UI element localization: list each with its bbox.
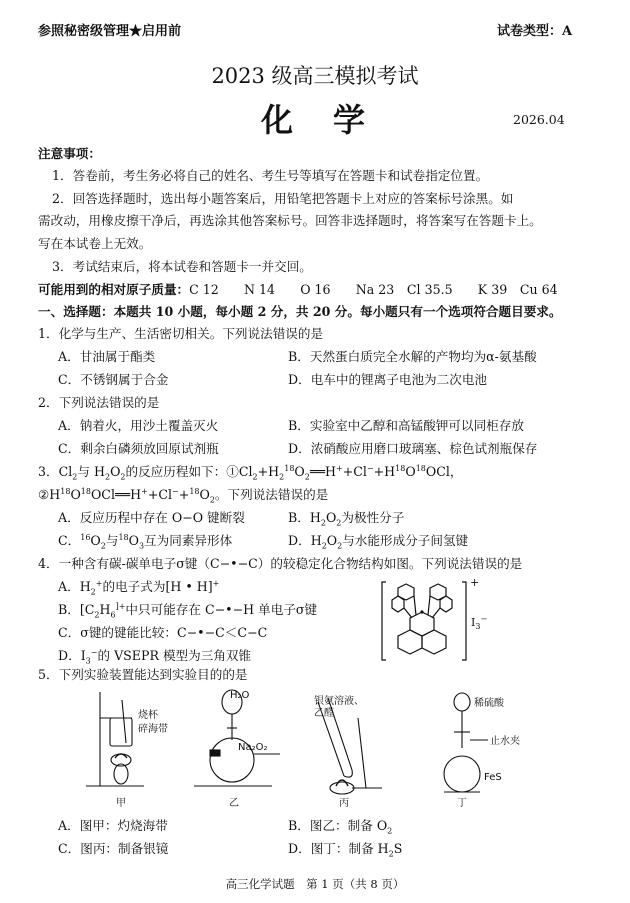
q5-apparatus-figure: [82, 688, 542, 810]
q5-label-acetaldehyde: 乙醛: [314, 708, 334, 719]
q3-option-b: B．$H_2O_2$为极性分子: [288, 510, 405, 528]
q5-label-fes: FeS: [484, 772, 502, 783]
note-2-line-2: 需改动，用橡皮擦干净后，再选涂其他答案标号。回答非选择题时，将答案写在答题卡上。: [38, 213, 542, 228]
q3-stem-line-1: 3．$Cl_2$与 $H_2O_2$的反应历程如下：$①Cl_2+H_2^{18}O_2══H^++Cl^-+H^{18}O^{18}OCl$，: [38, 463, 463, 482]
q4-option-d: D．$I_3^-$的 VSEPR 模型为三角双锥: [58, 647, 252, 666]
q3-option-a: A．反应历程中存在 O−O 键断裂: [58, 510, 245, 525]
subject-title: 化 学: [260, 101, 369, 139]
q5-label-na2o2: Na₂O₂: [238, 742, 268, 753]
atomic-masses: 可能用到的相对原子质量：C 12 N 14 O 16 Na 23 Cl 35.5 K 39 Cu 64: [38, 282, 558, 297]
q2-option-b: B．实验室中乙醇和高锰酸钾可以同柜存放: [288, 418, 524, 433]
q5-label-beaker: 烧杯: [138, 710, 158, 721]
note-2-line-3: 写在本试卷上无效。: [38, 236, 152, 251]
note-3: 3．考试结束后，将本试卷和答题卡一并交回。: [52, 259, 312, 274]
q3-option-d: D．$H_2O_2$与水能形成分子间氢键: [288, 533, 469, 551]
q1-option-d: D．电车中的锂离子电池为二次电池: [288, 372, 488, 387]
q5-caption-yi: 乙: [229, 798, 239, 809]
q5-caption-ding: 丁: [457, 798, 467, 809]
q4-option-b: B．[$C_2H_6^{]+}$中只可能存在 C−•−H 单电子σ键: [58, 601, 318, 620]
q5-caption-jia: 甲: [116, 798, 126, 809]
q4-option-a: A．$H_2^+$的电子式为[H • H]+: [58, 578, 220, 597]
q5-label-seaweed: 碎海带: [138, 724, 168, 735]
page-footer: 高三化学试题 第 1 页（共 8 页）: [225, 877, 405, 891]
q5-label-h2o: H₂O: [230, 690, 250, 701]
single-electron-dot: [420, 610, 423, 613]
q2-option-c: C．剩余白磷须放回原试剂瓶: [58, 441, 219, 456]
q5-caption-bing: 丙: [339, 798, 349, 809]
confidentiality-note: 参照秘密级管理★启用前: [38, 24, 182, 39]
q5-option-a: A．图甲：灼烧海带: [58, 818, 168, 833]
note-1: 1．答卷前，考生务必将自己的姓名、考生号等填写在答题卡和试卷指定位置。: [52, 168, 489, 183]
exam-date: 2026.04: [513, 112, 565, 127]
note-2-line-1: 2．回答选择题时，选出每小题答案后，用铅笔把答题卡上对应的答案标号涂黑。如: [52, 191, 514, 206]
q4-figure-charge: +: [470, 576, 480, 589]
q2-option-d: D．浓硝酸应用磨口玻璃塞、棕色试剂瓶保存: [288, 441, 538, 456]
q4-figure-counterion: $I_3^-$: [471, 614, 488, 632]
section-heading: 一、选择题：本题共 10 小题，每小题 2 分，共 20 分。每小题只有一个选项符合题目要求。: [38, 304, 562, 319]
q3-option-c: C．$^{16}O_2$与$^{18}O_3$互为同素异形体: [58, 532, 233, 551]
q1-option-a: A．甘油属于酯类: [58, 349, 156, 364]
q2-option-a: A．钠着火，用沙土覆盖灭火: [58, 418, 219, 433]
exam-title: 2023 级高三模拟考试: [211, 64, 419, 88]
notes-heading: 注意事项：: [38, 146, 101, 161]
q5-option-d: D．图丁：制备 $H_2S$: [288, 841, 403, 859]
q5-label-dilute-acid: 稀硫酸: [474, 698, 504, 709]
q1-option-c: C．不锈钢属于合金: [58, 372, 169, 387]
q5-stem: 5．下列实验装置能达到实验目的的是: [38, 667, 248, 682]
q5-label-silver-ammonia: 银氨溶液、: [314, 696, 364, 707]
q5-option-b: B．图乙：制备 $O_2$: [288, 818, 393, 836]
q4-stem: 4．一种含有碳-碳单电子σ键（C−•−C）的较稳定化合物结构如图。下列说法错误的是: [38, 556, 523, 571]
q5-label-clamp: 止水夹: [490, 736, 520, 747]
q1-stem: 1．化学与生产、生活密切相关。下列说法错误的是: [38, 326, 324, 341]
paper-type: 试卷类型：A: [497, 24, 573, 39]
q5-option-c: C．图丙：制备银镜: [58, 841, 169, 856]
q2-stem: 2．下列说法错误的是: [38, 395, 160, 410]
q3-stem-line-2: $②H^{18}O^{18}OCl══H^++Cl^-+^{18}O_2$。下列说法错误的是: [38, 486, 329, 505]
q1-option-b: B．天然蛋白质完全水解的产物均为α-氨基酸: [288, 349, 537, 364]
q4-option-c: C．σ键的键能比较：C−•−C＜C−C: [58, 625, 268, 640]
